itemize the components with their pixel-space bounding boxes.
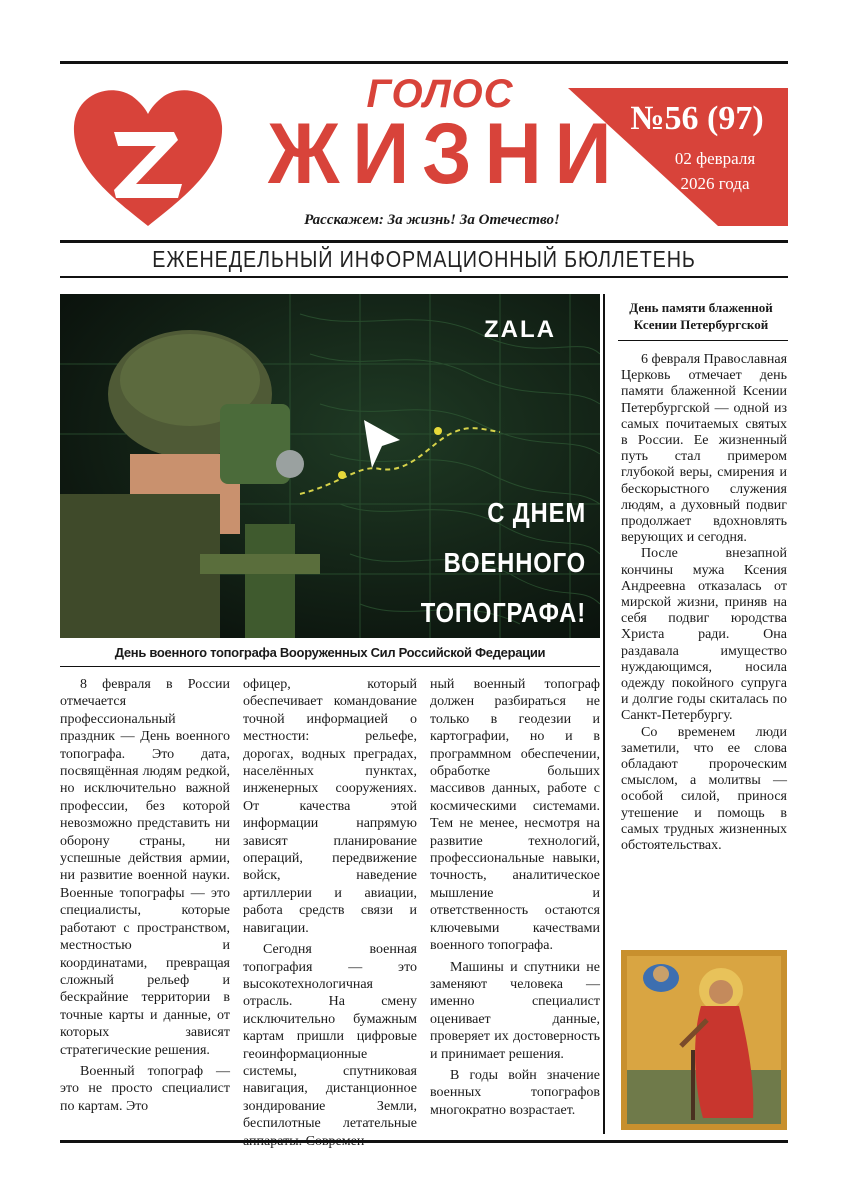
issue-date [640, 146, 790, 196]
main-col2-para-1: офицер, который обеспечивает командование точной информацией о местности: рельефе, дорогах, водных преградах, населённых пунктах, инженерных сооружениях. От качества этой информации напрямую зависят планирование операций, передвижение войск, наведение артиллерии и авиации, работа средств связи и навигации. [243, 677, 417, 936]
issue-number: №56 (97) [630, 100, 764, 137]
saint-xenia-icon-image [621, 950, 787, 1130]
issue-date-year: 2026 года [680, 174, 750, 193]
side-para-2: После внезапной кончины мужа Ксения Андреевна отказалась от мирской жизни, приняв на себя подвиг юродства Христа ради. Она раздавала имущество нуждающимся, носила одежду покойного супруга и долгие годы скиталась по Санкт-Петербургу. [621, 546, 787, 724]
bulletin-subtitle: ЕЖЕНЕДЕЛЬНЫЙ ИНФОРМАЦИОННЫЙ БЮЛЛЕТЕНЬ [152, 246, 696, 272]
main-column-1 [60, 676, 230, 1115]
side-para-1: 6 февраля Православная Церковь отмечает день памяти блаженной Ксении Петербургской — одной из самых почитаемых святых в России. Ее жизненный путь стал примером глубокой веры, смирения и бескорыстного служения людям, а духовный подвиг продолжает вдохновлять верующих и сегодня. [621, 352, 788, 546]
side-article-heading: День памяти блаженной Ксении Петербургской [629, 300, 773, 332]
main-col1-para-2: Военный топограф — это не просто специалист по картам. Это [60, 1063, 230, 1114]
masthead-slogan: Расскажем: За жизнь! За Отечество! [304, 212, 560, 228]
side-heading-rule [618, 340, 788, 341]
side-para-3: Со временем люди заметили, что ее слова обладают пророческим смыслом, а молитвы — особой силой, принося утешение и помощь в самых трудных жизненных обстоятельствах. [621, 724, 787, 854]
masthead-rule-bottom [60, 276, 788, 278]
issue-date-day: 02 февраля [674, 149, 756, 168]
logo-letter: Z [148, 180, 149, 181]
top-rule [60, 61, 788, 64]
main-col3-para-2: Машины и спутники не заменяют человека — именно специалист оценивает данные, проверяет их достоверность и принимает решения. [430, 959, 600, 1062]
heart-logo-icon [70, 80, 226, 230]
main-col2-para-2: Сегодня военная топография — это высокотехнологичная отрасль. На смену исключительно бумажным картам пришли цифровые геоинформационные системы, спутниковая навигация, дистанционное зондирование Земли, беспилотные летательные [243, 942, 417, 1132]
bottom-rule [60, 1140, 788, 1143]
photo-greeting [419, 488, 586, 638]
main-col1-para-1: 8 февраля в России отмечается профессиональный праздник — День военного топографа. Это дата, посвящённая людям редкой, но исключительно важной профессии, без которой невозможно представить ни оборону страны, ни успешные действия армии, ни развитие военной науки. Военные топографы — это специалисты, которые работают с пространством, местностью и координатами, превращая сложный рельеф и бескрайние территории в точные карты и данные, от которых зависят стратегические решения. [60, 677, 230, 1058]
masthead-title-small: ГОЛОС [366, 72, 514, 116]
greeting-line-1: С ДНЕМ [487, 497, 586, 528]
caption-rule [60, 666, 600, 667]
greeting-line-2: ВОЕННОГО [443, 547, 586, 578]
photo-caption: День военного топографа Вооруженных Сил Российской Федерации [114, 645, 546, 660]
masthead-rule-top [60, 240, 788, 243]
main-column-3 [430, 676, 600, 1119]
side-divider [603, 294, 605, 1134]
side-article-body [621, 352, 787, 854]
main-col3-para-3: В годы войн значение военных топографов многократно возрастает. [430, 1067, 600, 1118]
main-column-2 [243, 676, 417, 1150]
main-col3-para-1: ный военный топограф должен разбираться не только в геодезии и картографии, но и в программном обеспечении, обработке больших массивов данных, работе с космическими системами. Тем не менее, несмотря на развитие технологий, профессиональные навыки, точность, аналитическое мышление и ответственность остаются ключевыми качествами военного топографа. [430, 677, 600, 954]
greeting-line-3: ТОПОГРАФА! [420, 597, 586, 628]
masthead-title: ЖИЗНИ [268, 106, 625, 202]
zala-brand-logo: ZALA [484, 316, 556, 343]
